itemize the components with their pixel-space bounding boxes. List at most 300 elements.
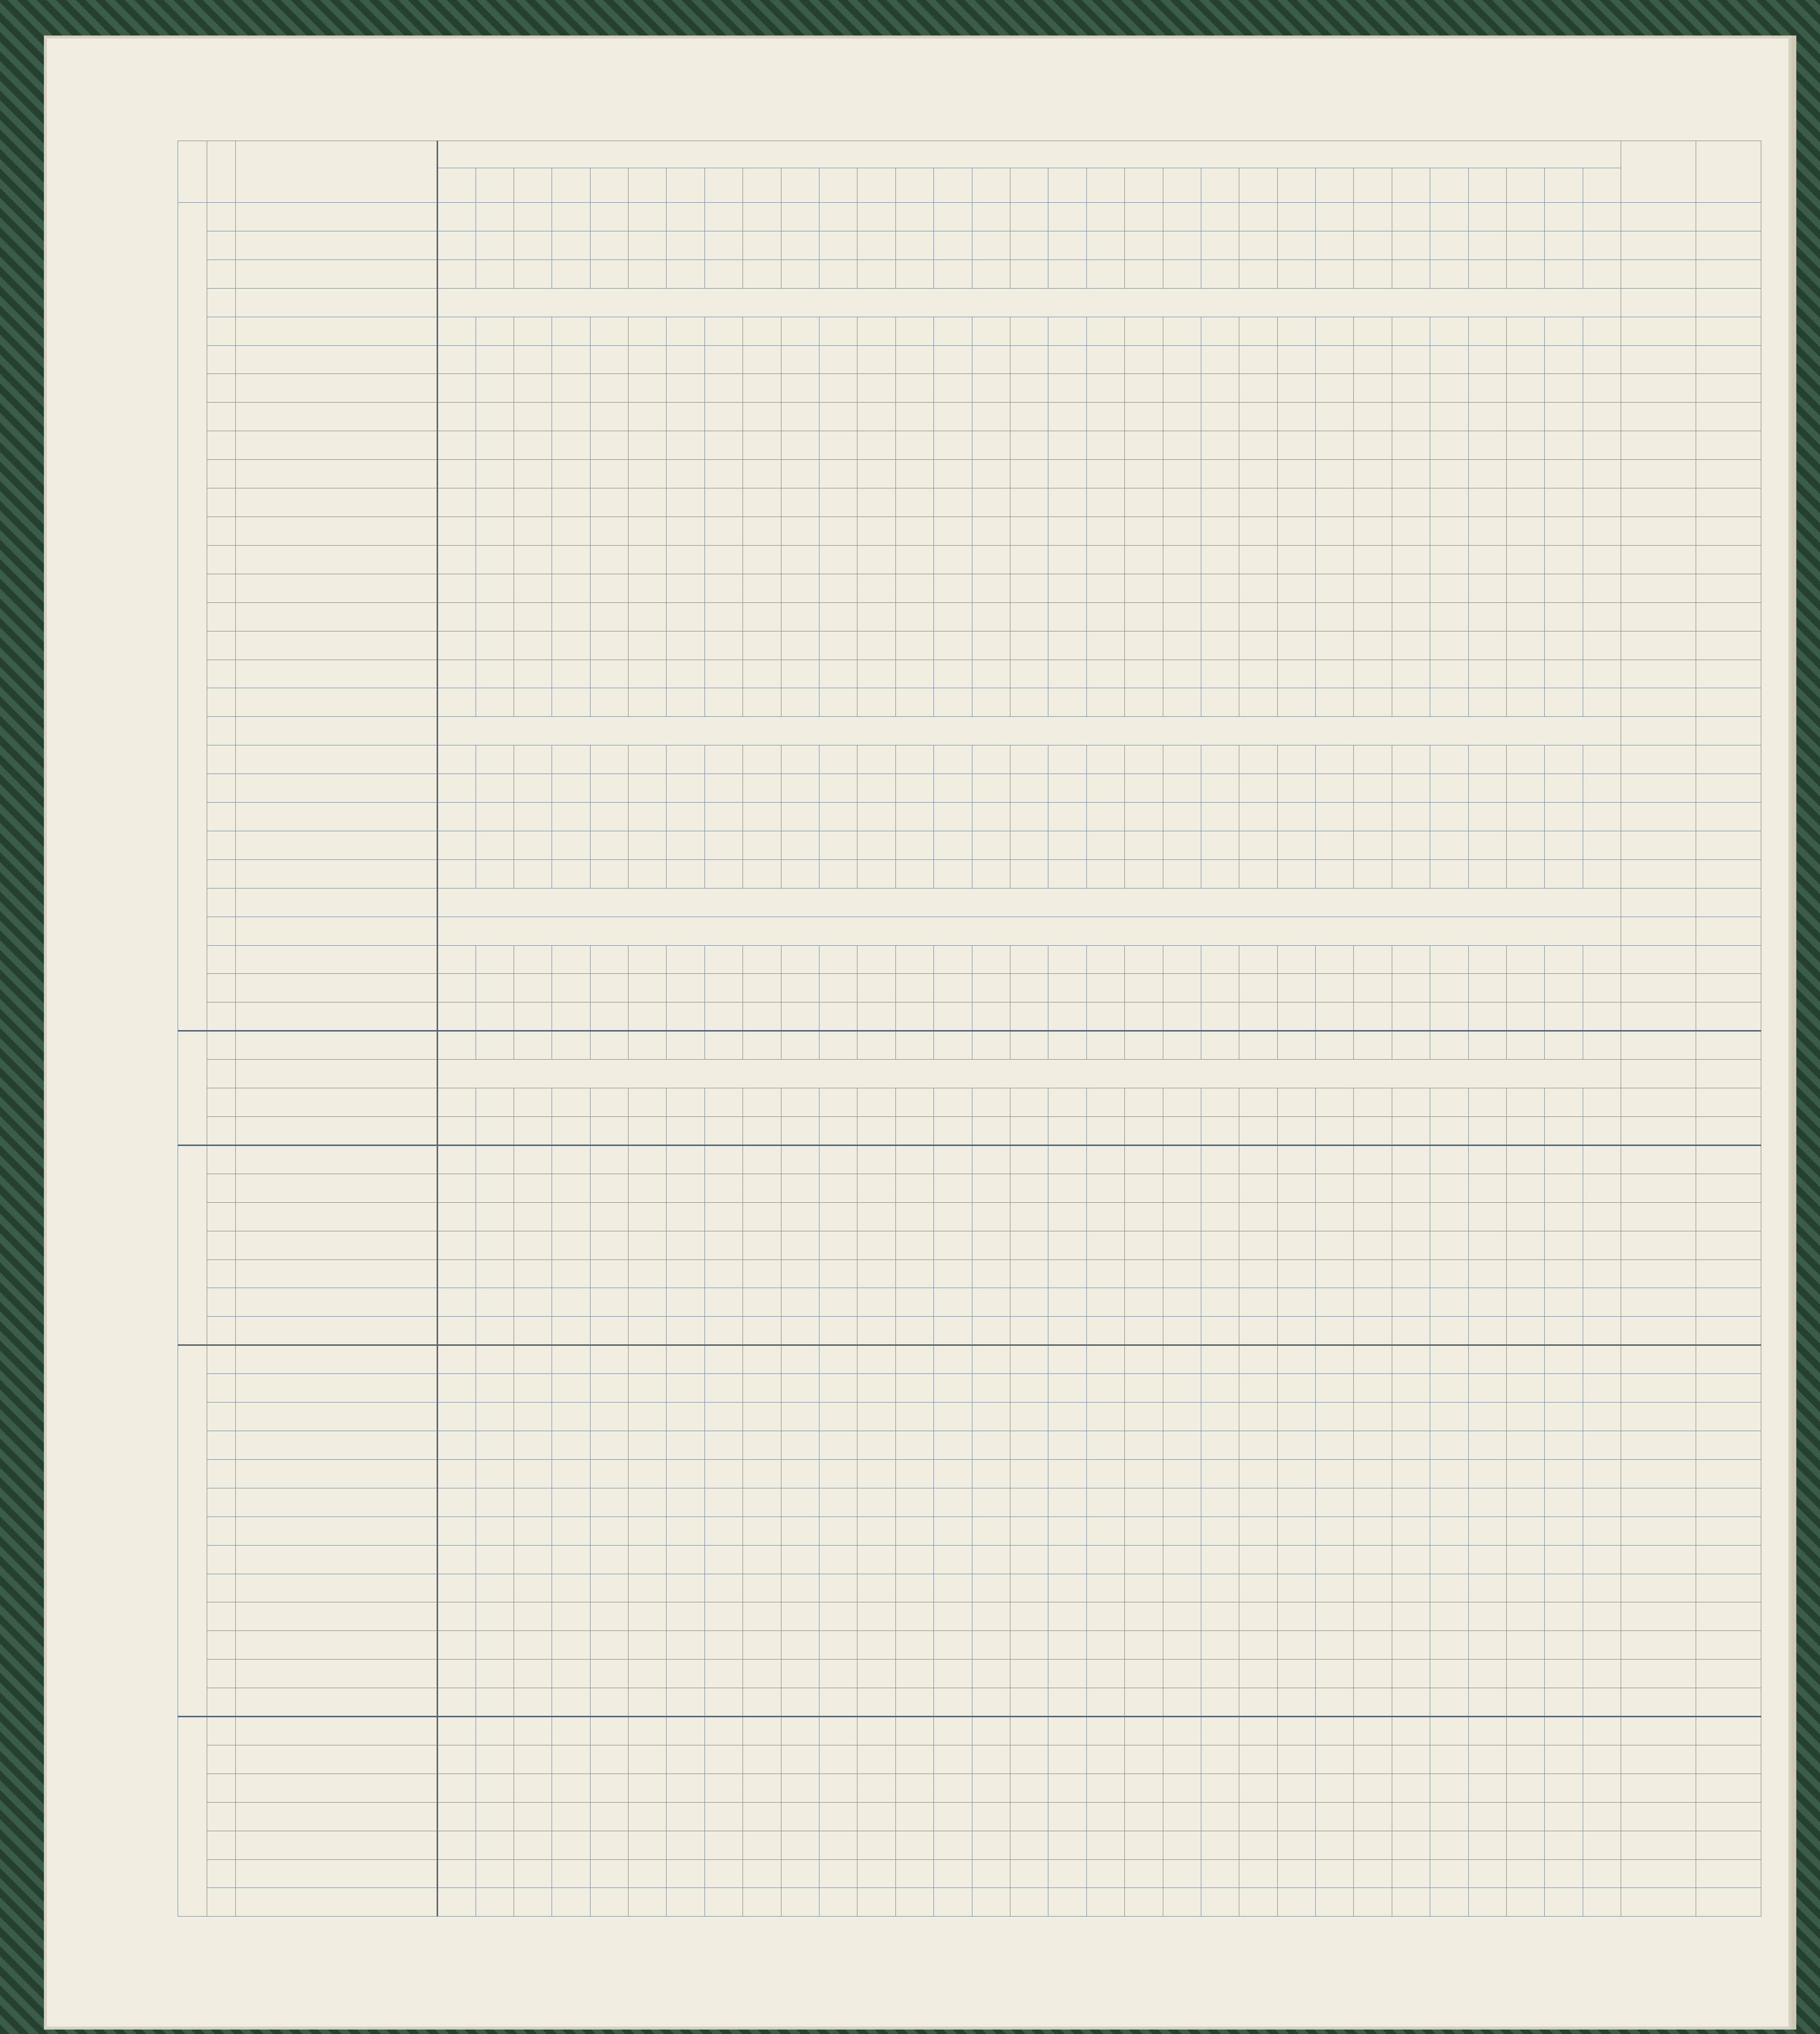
day-header-28 [1468,168,1506,203]
daily-value [1583,203,1621,231]
daily-value [1201,1031,1239,1060]
daily-value [1430,688,1468,717]
daily-value [1583,1660,1621,1688]
daily-value [1545,374,1583,403]
daily-value [1583,374,1621,403]
daily-value [1125,859,1163,888]
daily-value [1010,1888,1048,1917]
daily-value [476,1545,514,1574]
station-name [236,517,438,545]
daily-value [552,203,590,231]
daily-value [1468,688,1506,717]
monthly-sum [1621,1459,1696,1488]
daily-value [1354,1088,1392,1117]
daily-value [629,660,667,688]
daily-value [476,1802,514,1831]
station-number [207,1888,236,1917]
daily-value [1316,1374,1354,1403]
station-number [207,1459,236,1488]
daily-value [781,1259,819,1288]
daily-value [1239,403,1277,431]
monthly-mean-1901-1910 [1696,1574,1761,1602]
daily-value [590,945,628,974]
daily-value [1354,1574,1392,1602]
table-row [178,1259,1761,1288]
daily-value [743,1288,781,1317]
col-beobachtungsort [236,141,438,203]
daily-value [590,745,628,774]
daily-value [1392,345,1430,374]
station-name [236,1774,438,1802]
daily-value [552,1288,590,1317]
daily-value [1277,231,1315,259]
daily-value [1277,1345,1315,1374]
daily-value [476,259,514,288]
daily-value [1545,1859,1583,1888]
table-row [178,1317,1761,1345]
daily-value [590,1202,628,1231]
daily-value [1545,1231,1583,1259]
daily-value [1430,1117,1468,1146]
daily-value [895,545,933,574]
daily-value [667,602,705,631]
daily-value [705,1574,743,1602]
daily-value [857,1660,895,1688]
daily-value [1010,974,1048,1002]
daily-value [934,945,972,974]
daily-value [781,374,819,403]
daily-value [934,1002,972,1031]
monthly-sum [1621,203,1696,231]
daily-value [1354,1745,1392,1774]
daily-value [781,1602,819,1631]
daily-value [972,1660,1010,1688]
daily-value [857,1631,895,1660]
daily-value [1468,545,1506,574]
daily-value [590,1745,628,1774]
daily-value [1507,345,1545,374]
daily-value [476,1345,514,1374]
table-row [178,374,1761,403]
daily-value [667,1317,705,1345]
daily-value [1277,488,1315,517]
daily-value [743,345,781,374]
daily-value [705,1002,743,1031]
daily-value [1125,974,1163,1002]
table-row [178,1374,1761,1403]
daily-value [629,203,667,231]
monthly-sum [1621,1631,1696,1660]
daily-value [1583,460,1621,488]
daily-value [1354,1431,1392,1459]
daily-value [895,488,933,517]
daily-value [705,1174,743,1202]
daily-value [1545,945,1583,974]
daily-value [1201,574,1239,602]
daily-value [1354,1660,1392,1688]
daily-value [781,1345,819,1374]
daily-value [1277,517,1315,545]
daily-value [629,1574,667,1602]
daily-value [857,259,895,288]
daily-value [895,1774,933,1802]
daily-value [1010,203,1048,231]
daily-value [1277,1002,1315,1031]
daily-value [781,1717,819,1745]
daily-value [1392,1831,1430,1859]
station-name [236,717,438,745]
station-name [236,1660,438,1688]
daily-value [705,1202,743,1231]
daily-value [1086,317,1124,345]
daily-value [705,1602,743,1631]
daily-value [438,774,476,803]
daily-value [1354,1516,1392,1545]
daily-value [476,1516,514,1545]
daily-value [1354,688,1392,717]
daily-value [1430,1602,1468,1631]
daily-value [1316,431,1354,460]
daily-value [1010,1859,1048,1888]
daily-value [1392,660,1430,688]
daily-value [857,1574,895,1602]
daily-value [705,945,743,974]
daily-value [1392,1317,1430,1345]
daily-value [1277,1774,1315,1802]
daily-value [972,1374,1010,1403]
daily-value [1545,1688,1583,1717]
daily-value [1239,1031,1277,1060]
daily-value [819,831,857,859]
daily-value [1430,1488,1468,1516]
daily-value [1354,745,1392,774]
daily-value [819,259,857,288]
daily-value [934,859,972,888]
daily-value [1430,431,1468,460]
daily-value [1545,774,1583,803]
daily-value [1201,259,1239,288]
daily-value [1545,1259,1583,1288]
table-row [178,288,1761,317]
daily-value [1010,1259,1048,1288]
daily-value [1010,660,1048,688]
daily-value [819,203,857,231]
daily-value [857,431,895,460]
daily-value [1086,1745,1124,1774]
daily-value [629,1888,667,1917]
daily-value [438,259,476,288]
daily-value [1010,774,1048,803]
daily-value [1316,1688,1354,1717]
daily-value [857,1802,895,1831]
daily-value [1392,1459,1430,1488]
daily-value [1354,1117,1392,1146]
daily-value [1507,374,1545,403]
daily-value [1239,631,1277,660]
daily-value [1468,774,1506,803]
station-number [207,1631,236,1660]
daily-value [1048,602,1086,631]
daily-value [934,460,972,488]
daily-value [1048,1688,1086,1717]
daily-value [1010,1317,1048,1345]
daily-value [476,945,514,974]
daily-value [1507,1145,1545,1174]
daily-value [1010,1717,1048,1745]
daily-value [705,688,743,717]
daily-value [629,1717,667,1745]
daily-value [1010,345,1048,374]
monthly-sum [1621,460,1696,488]
daily-value [438,1545,476,1574]
daily-value [1277,1288,1315,1317]
station-name [236,1174,438,1202]
table-row [178,717,1761,745]
daily-value [1239,1145,1277,1174]
daily-value [1354,602,1392,631]
daily-value [476,1631,514,1660]
daily-value [819,1174,857,1202]
daily-value [1201,1403,1239,1431]
daily-value [781,403,819,431]
daily-value [552,831,590,859]
daily-value [1277,1374,1315,1403]
daily-value [1048,1631,1086,1660]
daily-value [438,574,476,602]
daily-value [667,660,705,688]
daily-value [438,1802,476,1831]
daily-value [667,1888,705,1917]
daily-value [1354,1174,1392,1202]
table-row [178,345,1761,374]
daily-value [895,1231,933,1259]
daily-value [1583,1459,1621,1488]
daily-value [1086,1688,1124,1717]
daily-value [1430,1002,1468,1031]
daily-value [1010,1345,1048,1374]
daily-value [1201,345,1239,374]
daily-value [1239,574,1277,602]
daily-value [514,403,552,431]
daily-value [972,1859,1010,1888]
daily-value [552,431,590,460]
daily-value [972,1317,1010,1345]
daily-value [1048,259,1086,288]
daily-value [1316,745,1354,774]
monthly-mean-1901-1910 [1696,1202,1761,1231]
daily-value [629,1317,667,1345]
day-header-20 [1163,168,1201,203]
daily-value [1316,1745,1354,1774]
monthly-mean-1901-1910 [1696,1088,1761,1117]
daily-value [1125,345,1163,374]
daily-value [1430,774,1468,803]
daily-value [667,1574,705,1602]
daily-value [476,203,514,231]
daily-value [705,859,743,888]
daily-value [1316,460,1354,488]
daily-value [972,1774,1010,1802]
table-row [178,1888,1761,1917]
daily-value [1239,1545,1277,1574]
daily-value [1430,1317,1468,1345]
monthly-mean-1901-1910 [1696,203,1761,231]
station-number [207,1660,236,1688]
daily-value [1354,374,1392,403]
daily-value [667,460,705,488]
daily-value [1507,431,1545,460]
monthly-sum [1621,688,1696,717]
daily-value [705,1259,743,1288]
daily-value [1239,1002,1277,1031]
monthly-sum [1621,1117,1696,1146]
daily-value [514,688,552,717]
daily-value [1468,1459,1506,1488]
daily-value [895,1145,933,1174]
daily-value [1125,1374,1163,1403]
daily-value [705,345,743,374]
daily-value [934,1602,972,1631]
daily-value [1125,945,1163,974]
daily-value [1277,1317,1315,1345]
daily-value [438,1859,476,1888]
daily-value [1048,1088,1086,1117]
daily-value [1583,1774,1621,1802]
daily-value [514,803,552,831]
daily-value [629,1403,667,1431]
daily-value [781,1745,819,1774]
daily-value [1545,203,1583,231]
daily-value [438,403,476,431]
daily-value [1468,1745,1506,1774]
daily-value [1430,1288,1468,1317]
daily-value [857,1859,895,1888]
daily-value [1086,259,1124,288]
daily-value [1163,1859,1201,1888]
station-name [236,1431,438,1459]
table-row [178,1660,1761,1688]
daily-value [1392,1802,1430,1831]
daily-value [514,1145,552,1174]
daily-value [1048,1602,1086,1631]
daily-value [476,1031,514,1060]
daily-value [895,203,933,231]
daily-value [1163,1488,1201,1516]
daily-value [1507,517,1545,545]
daily-value [705,374,743,403]
daily-value [1507,1431,1545,1459]
daily-value [629,545,667,574]
daily-value [667,945,705,974]
daily-value [629,1174,667,1202]
daily-value [1430,1774,1468,1802]
daily-value [1316,1145,1354,1174]
daily-value [972,1831,1010,1859]
daily-value [1468,1574,1506,1602]
daily-value [1086,203,1124,231]
daily-value [857,1888,895,1917]
daily-value [552,1545,590,1574]
table-row [178,1717,1761,1745]
daily-value [1545,517,1583,545]
daily-value [705,1688,743,1717]
river-basin-label [178,1145,207,1345]
daily-value [552,1602,590,1631]
daily-value [1316,1403,1354,1431]
daily-value [1430,1259,1468,1288]
daily-value [629,803,667,831]
station-name [236,545,438,574]
daily-value [1201,1831,1239,1859]
daily-value [781,1831,819,1859]
station-number [207,974,236,1002]
daily-value [1048,431,1086,460]
daily-value [1354,1288,1392,1317]
daily-value [476,1774,514,1802]
daily-value [552,1888,590,1917]
daily-value [1354,1688,1392,1717]
daily-value [514,1431,552,1459]
station-name [236,1374,438,1403]
daily-value [1583,974,1621,1002]
daily-value [667,1859,705,1888]
daily-value [1430,1631,1468,1660]
day-header-24 [1316,168,1354,203]
daily-value [514,1774,552,1802]
daily-value [1468,1374,1506,1403]
col-monatsmittel [1696,141,1761,203]
station-number [207,1288,236,1317]
table-row [178,1574,1761,1602]
daily-value [1086,1145,1124,1174]
daily-value [1545,1831,1583,1859]
daily-value [1163,1259,1201,1288]
daily-value [1392,1602,1430,1631]
daily-value [1163,1802,1201,1831]
daily-value [1583,345,1621,374]
daily-value [1430,1688,1468,1717]
daily-value [1468,374,1506,403]
daily-value [743,1831,781,1859]
daily-value [1392,431,1430,460]
daily-value [781,1374,819,1403]
daily-value [1086,1660,1124,1688]
daily-value [1125,688,1163,717]
table-row [178,803,1761,831]
daily-value [1468,1145,1506,1174]
daily-value [1507,317,1545,345]
daily-value [1430,1745,1468,1774]
daily-value [743,1745,781,1774]
daily-value [1277,774,1315,803]
daily-value [1507,1002,1545,1031]
daily-value [1086,631,1124,660]
daily-value [552,1174,590,1202]
daily-value [629,631,667,660]
daily-value [1392,1774,1430,1802]
daily-value [1316,660,1354,688]
daily-value [1583,259,1621,288]
daily-value [781,488,819,517]
daily-value [1125,602,1163,631]
daily-value [590,1660,628,1688]
daily-value [1507,488,1545,517]
daily-value [629,1002,667,1031]
daily-value [1277,1745,1315,1774]
daily-value [1086,1488,1124,1516]
daily-value [667,1717,705,1745]
daily-value [1507,545,1545,574]
